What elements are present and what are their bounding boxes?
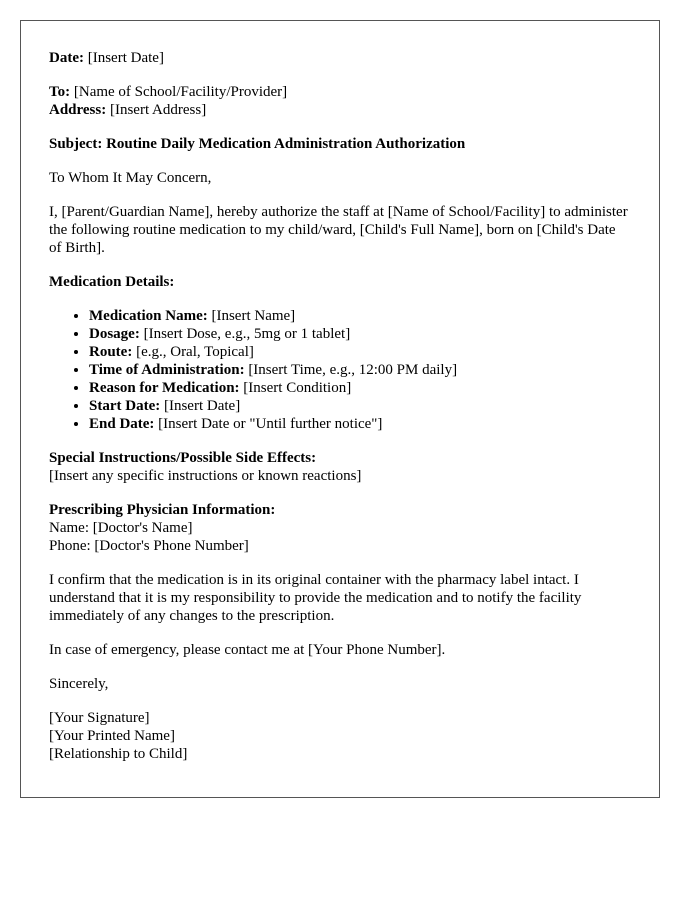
authorization-letter (20, 20, 660, 798)
item-label: Dosage: (89, 326, 140, 342)
item-label: Time of Administration: (89, 362, 245, 378)
physician-heading: Prescribing Physician Information: (49, 502, 276, 518)
signature-block (49, 709, 631, 763)
item-value: [Insert Dose, e.g., 5mg or 1 tablet] (139, 326, 351, 342)
item-value: [Insert Condition] (239, 380, 352, 396)
list-item (89, 307, 631, 325)
medication-details-list (49, 307, 631, 433)
item-label: Reason for Medication: (89, 380, 240, 396)
physician-phone: Phone: [Doctor's Phone Number] (49, 538, 249, 554)
address-line (49, 101, 631, 119)
physician-name: Name: [Doctor's Name] (49, 520, 193, 536)
relationship-line: [Relationship to Child] (49, 746, 188, 762)
list-item (89, 343, 631, 361)
special-instructions-heading: Special Instructions/Possible Side Effects: (49, 450, 317, 466)
to-line (49, 83, 631, 101)
date-label: Date: (49, 50, 84, 66)
to-label: To: (49, 84, 71, 100)
list-item (89, 379, 631, 397)
date-line (49, 49, 631, 67)
recipient-block (49, 83, 631, 119)
list-item (89, 397, 631, 415)
to-value: [Name of School/Facility/Provider] (70, 84, 288, 100)
special-instructions-block (49, 449, 631, 485)
item-label: Route: (89, 344, 133, 360)
list-item (89, 325, 631, 343)
physician-block (49, 501, 631, 555)
address-value: [Insert Address] (106, 102, 207, 118)
date-value: [Insert Date] (83, 50, 164, 66)
item-value: [Insert Name] (207, 308, 296, 324)
emergency-paragraph: In case of emergency, please contact me at [Your Phone Number]. (49, 642, 446, 658)
item-label: Start Date: (89, 398, 161, 414)
list-item (89, 415, 631, 433)
confirmation-paragraph: I confirm that the medication is in its original container with the pharmacy label intact. I understand that it is my responsibility to provide the medication and to notify the facility immediately of any changes to the prescription. (49, 572, 582, 624)
address-label: Address: (49, 102, 107, 118)
medication-details-heading: Medication Details: (49, 274, 175, 290)
item-value: [Insert Date] (160, 398, 241, 414)
printed-name-line: [Your Printed Name] (49, 728, 175, 744)
item-value: [Insert Date or "Until further notice"] (154, 416, 383, 432)
item-label: End Date: (89, 416, 155, 432)
item-value: [Insert Time, e.g., 12:00 PM daily] (244, 362, 458, 378)
salutation: To Whom It May Concern, (49, 170, 212, 186)
closing: Sincerely, (49, 676, 109, 692)
subject-line: Subject: Routine Daily Medication Administration Authorization (49, 136, 466, 152)
signature-line: [Your Signature] (49, 710, 150, 726)
item-value: [e.g., Oral, Topical] (132, 344, 254, 360)
special-instructions-text: [Insert any specific instructions or known reactions] (49, 468, 362, 484)
item-label: Medication Name: (89, 308, 208, 324)
intro-paragraph: I, [Parent/Guardian Name], hereby authorize the staff at [Name of School/Facility] to administer the following routine medication to my child/ward, [Child's Full Name], born on [Child's Date of Birth]. (49, 204, 628, 256)
list-item (89, 361, 631, 379)
